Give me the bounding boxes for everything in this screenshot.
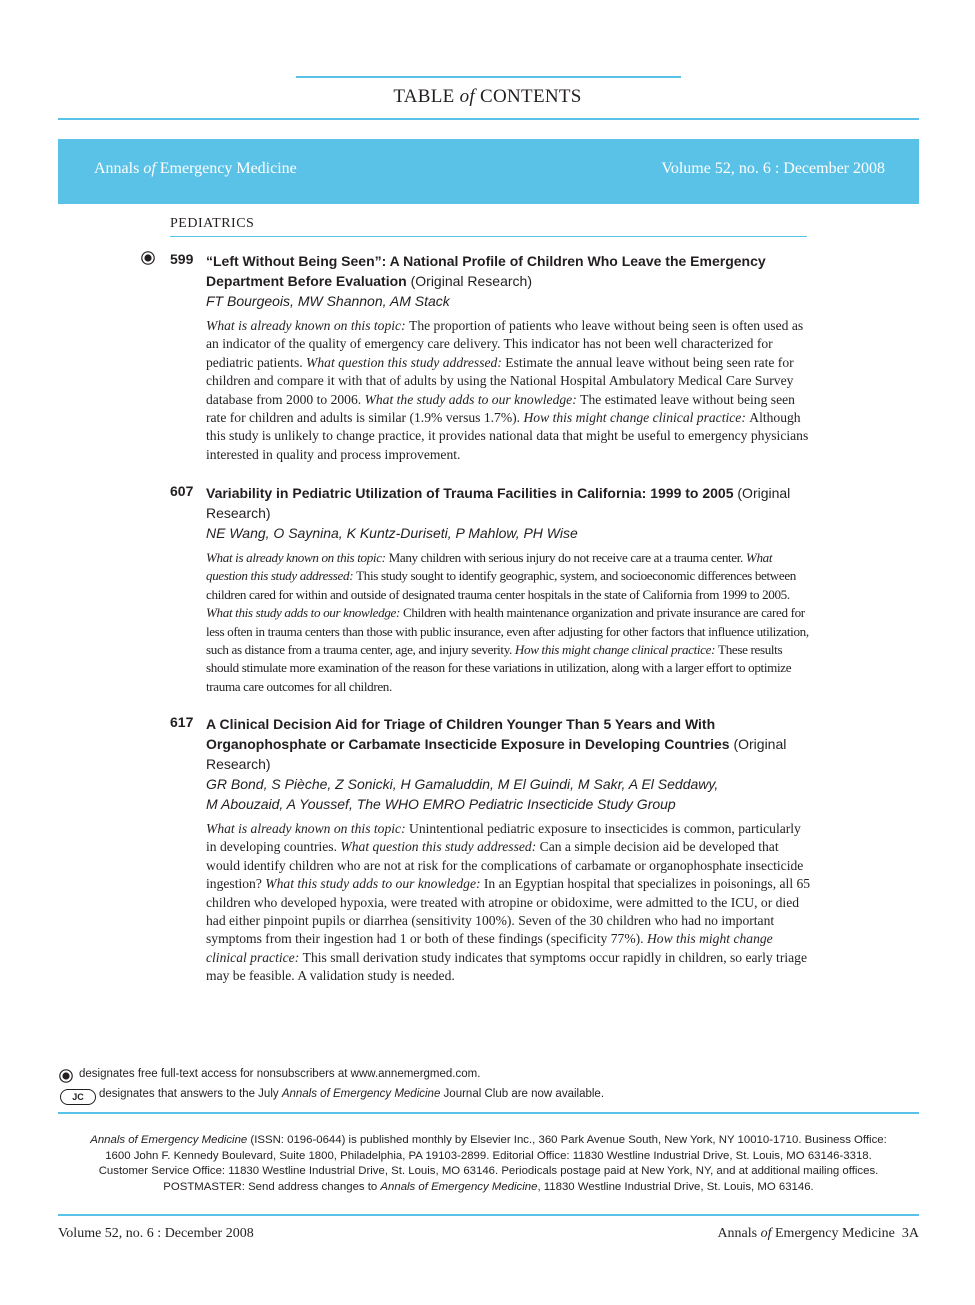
article-summary: What is already known on this topic: Unintentional pediatric exposure to insecticides is common, particularly in developing countries. What question this study addressed: Can a simple decision aid be developed that would identify children who are not at risk for the complications of carbamate or organophosphate insecticide ingestion? What this study adds to our knowledge: In an Egyptian hospital that specializes in poisonings, all 65 children who developed hypoxia, were treated with atropine or obidoxime, were admitted to the ICU, or died had either pinpoint pupils or diarrhea (sensitivity 100%). Seven of the 30 children who had no important symptoms from their ingestion had 1 or both of these findings (specificity 77%). How this might change clinical practice: This small derivation study indicates that symptoms occur rapidly in children, so early triage may be feasible. A validation study is needed. [206, 821, 811, 984]
publisher-info: Annals of Emergency Medicine (ISSN: 0196-0644) is published monthly by Elsevier Inc., 360 Park Avenue South, New York, NY 10010-1710. Business Office: 1600 John F. Kennedy Boulevard, Suite 1800, Philadelphia, PA 19103-2899. Editorial Office: 11830 Westline Industrial Drive, St. Louis, MO 63146-3318. Customer Service Office: 11830 Westline Industrial Drive, St. Louis, MO 63146. Periodicals postage paid at New York, NY, and at additional mailing offices. POSTMASTER: Send address changes to Annals of Emergency Medicine, 11830 Westline Industrial Drive, St. Louis, MO 63146. [90, 1134, 887, 1193]
footer-issue: Volume 52, no. 6 : December 2008 [58, 1226, 254, 1241]
article-page-number: 617 [170, 714, 194, 730]
free-access-legend: designates free full-text access for nonsubscribers at www.annemergmed.com. [79, 1068, 481, 1080]
page-title: TABLE of CONTENTS [393, 86, 582, 107]
article-authors: NE Wang, O Saynina, K Kuntz-Duriseti, P Mahlow, PH Wise [206, 525, 578, 541]
article-summary: What is already known on this topic: The proportion of patients who leave without being seen is often used as an indicator of the quality of emergency care delivery. This indicator has not been well characterized for pediatric patients. What question this study addressed: Estimate the annual leave without being seen rate for children and compare it with that of adults by using the National Hospital Ambulatory Medical Care Survey database from 2000 to 2006. What the study adds to our knowledge: The estimated leave without being seen rate for children and adults is similar (1.9% versus 1.7%). How this might change clinical practice: Although this study is unlikely to change practice, it provides national data that might be useful to emergency physicians interested in quality and process improvement. [206, 318, 809, 462]
footer-journal: Annals of Emergency Medicine 3A [717, 1226, 919, 1241]
article-title[interactable]: A Clinical Decision Aid for Triage of Children Younger Than 5 Years and With Organophosphate or Carbamate Insecticide Exposure in Developing Countries (Original Research) [206, 716, 787, 772]
section-heading: PEDIATRICS [170, 216, 255, 231]
article-page-number: 599 [170, 251, 194, 267]
section-rule [170, 236, 807, 237]
banner-journal-name: Annals of Emergency Medicine [94, 160, 297, 177]
page-number: 3A [901, 1226, 919, 1241]
article-summary: What is already known on this topic: Many children with serious injury do not receive care at a trauma center. What question this study addressed: This study sought to identify geographic, system, and socioeconomic differences between children cared for within and outside of designated trauma center hospitals in the state of California from 1999 to 2005. What this study adds to our knowledge: Children with health maintenance organization and private insurance are cared for less often in trauma centers than those with public insurance, even after adjusting for other factors that influence utilization, such as distance from a trauma center, age, and injury severity. How this might change clinical practice: These results should stimulate more examination of the reason for these variations in utilization, along with a larger effort to optimize trauma care outcomes for all children. [206, 550, 809, 694]
article-page-number: 607 [170, 483, 194, 499]
footer-rule [58, 1214, 919, 1216]
journal-club-legend: designates that answers to the July Annals of Emergency Medicine Journal Club are now available. [99, 1088, 605, 1100]
header-bottom-rule [58, 118, 919, 120]
article-title[interactable]: Variability in Pediatric Utilization of Trauma Facilities in California: 1999 to 2005 (Original Research) [206, 485, 791, 521]
free-access-icon [141, 251, 155, 265]
free-access-legend-icon [59, 1069, 73, 1083]
article-authors: FT Bourgeois, MW Shannon, AM Stack [206, 293, 450, 309]
journal-banner [58, 139, 919, 204]
legend-rule [58, 1112, 919, 1114]
article-authors: GR Bond, S Pièche, Z Sonicki, H Gamaluddin, M El Guindi, M Sakr, A El Seddawy, M Abouzaid, A Youssef, The WHO EMRO Pediatric Insecticide Study Group [206, 776, 719, 812]
journal-club-badge: JC [60, 1089, 96, 1105]
banner-issue: Volume 52, no. 6 : December 2008 [661, 160, 885, 177]
article-title[interactable]: “Left Without Being Seen”: A National Profile of Children Who Leave the Emergency Department Before Evaluation (Original Research) [206, 253, 766, 289]
header-top-rule [296, 76, 681, 78]
